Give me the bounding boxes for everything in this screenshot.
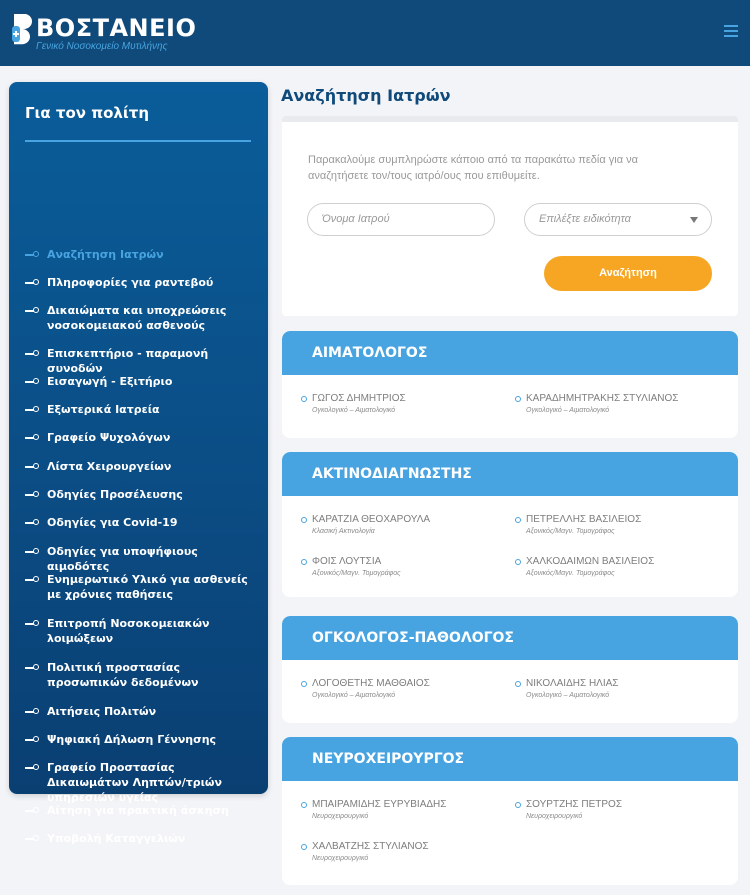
arrow-bullet-icon	[25, 494, 34, 496]
doctor-name[interactable]: ΠΕΤΡΕΛΛΗΣ ΒΑΣΙΛΕΙΟΣ	[526, 514, 642, 525]
sidebar-item[interactable]	[25, 831, 260, 846]
bullet-circle-icon	[515, 396, 521, 402]
doctor-name[interactable]: ΦΟΙΣ ΛΟΥΤΣΙΑ	[312, 556, 382, 567]
bullet-circle-icon	[301, 396, 307, 402]
doctor-entry[interactable]	[515, 799, 715, 823]
sidebar-item-label: Πολιτική προστασίας προσωπικών δεδομένων	[47, 661, 199, 689]
page-title: Αναζήτηση Ιατρών	[281, 86, 451, 105]
sidebar-item[interactable]	[25, 459, 260, 474]
sidebar-item-label: Πληροφορίες για ραντεβού	[47, 276, 214, 289]
sidebar-item-label: Υποβολή Καταγγελιών	[47, 832, 186, 845]
arrow-bullet-icon	[25, 711, 34, 713]
arrow-bullet-icon	[25, 838, 34, 840]
arrow-bullet-icon	[25, 466, 34, 468]
arrow-bullet-icon	[25, 551, 34, 553]
sidebar-item-label: Δικαιώματα και υποχρεώσεις νοσοκομειακού ασθενούς	[47, 304, 227, 332]
hospital-logo-icon[interactable]	[8, 14, 36, 48]
doctor-name-placeholder: Όνομα Ιατρού	[322, 213, 390, 225]
sidebar-item[interactable]	[25, 732, 260, 747]
brand-subtitle: Γενικό Νοσοκομείο Μυτιλήνης	[36, 41, 168, 52]
sidebar-item-label: Ενημερωτικό Υλικό για ασθενείς με χρόνιες παθήσεις	[47, 573, 248, 601]
specialty-title: ΑΙΜΑΤΟΛΟΓΟΣ	[282, 331, 738, 375]
sidebar-item[interactable]	[25, 247, 260, 262]
doctor-entry[interactable]	[301, 556, 501, 580]
doctor-name[interactable]: ΝΙΚΟΛΑΙΔΗΣ ΗΛΙΑΣ	[526, 678, 619, 689]
arrow-bullet-icon	[25, 310, 34, 312]
specialty-card	[282, 331, 738, 438]
brand-title[interactable]: ΒΟΣΤΑΝΕΙΟ	[36, 14, 197, 42]
doctor-unit: Αξονικός/Μαγν. Τομογράφος	[526, 528, 615, 535]
search-panel	[282, 116, 738, 316]
doctor-entry[interactable]	[301, 393, 501, 417]
doctor-entry[interactable]	[515, 393, 715, 417]
sidebar-item-label: Εξωτερικά Ιατρεία	[47, 403, 160, 416]
sidebar-item[interactable]	[25, 275, 260, 290]
arrow-bullet-icon	[25, 739, 34, 741]
doctor-entry[interactable]	[301, 678, 501, 702]
top-header	[0, 0, 750, 66]
doctor-entry[interactable]	[301, 841, 501, 865]
doctor-name[interactable]: ΜΠΑΙΡΑΜΙΔΗΣ ΕΥΡΥΒΙΑΔΗΣ	[312, 799, 447, 810]
sidebar-item[interactable]	[25, 544, 260, 574]
sidebar-item-label: Γραφείο Ψυχολόγων	[47, 431, 171, 444]
search-button[interactable]: Αναζήτηση	[544, 256, 712, 291]
specialty-title: ΑΚΤΙΝΟΔΙΑΓΝΩΣΤΗΣ	[282, 452, 738, 496]
bullet-circle-icon	[301, 681, 307, 687]
bullet-circle-icon	[515, 559, 521, 565]
sidebar-item[interactable]	[25, 660, 260, 690]
doctor-entry[interactable]	[301, 799, 501, 823]
arrow-bullet-icon	[25, 522, 34, 524]
bullet-circle-icon	[301, 517, 307, 523]
sidebar-item-label: Γραφείο Προστασίας Δικαιωμάτων Ληπτών/τριών υπηρεσιών υγείας	[47, 761, 222, 804]
hamburger-menu-icon[interactable]	[724, 25, 738, 37]
sidebar-item[interactable]	[25, 803, 260, 818]
doctor-unit: Νευροχειρουργικό	[526, 813, 583, 820]
doctor-unit: Ογκολογικό – Αιματολογικό	[526, 407, 610, 414]
doctor-entry[interactable]	[515, 556, 715, 580]
sidebar-item-label: Επισκεπτήριο - παραμονή συνοδών	[47, 347, 209, 375]
arrow-bullet-icon	[25, 767, 34, 769]
doctor-name[interactable]: ΧΑΛΒΑΤΖΗΣ ΣΤΥΛΙΑΝΟΣ	[312, 841, 429, 852]
sidebar-item-label: Εισαγωγή - Εξιτήριο	[47, 375, 173, 388]
arrow-bullet-icon	[25, 282, 34, 284]
doctor-entry[interactable]	[515, 514, 715, 538]
doctor-name[interactable]: ΧΑΛΚΟΔΑΙΜΩΝ ΒΑΣΙΛΕΙΟΣ	[526, 556, 655, 567]
specialty-title: ΝΕΥΡΟΧΕΙΡΟΥΡΓΟΣ	[282, 737, 738, 781]
arrow-bullet-icon	[25, 810, 34, 812]
bullet-circle-icon	[301, 559, 307, 565]
doctor-name[interactable]: ΛΟΓΟΘΕΤΗΣ ΜΑΘΘΑΙΟΣ	[312, 678, 430, 689]
bullet-circle-icon	[515, 802, 521, 808]
bullet-circle-icon	[301, 802, 307, 808]
doctor-unit: Ογκολογικό – Αιματολογικό	[312, 692, 396, 699]
sidebar-item-label: Ψηφιακή Δήλωση Γέννησης	[47, 733, 217, 746]
doctor-name[interactable]: ΚΑΡΑΔΗΜΗΤΡΑΚΗΣ ΣΤΥΛΙΑΝΟΣ	[526, 393, 679, 404]
specialty-card	[282, 616, 738, 723]
specialty-card	[282, 737, 738, 885]
specialty-card	[282, 452, 738, 597]
bullet-circle-icon	[515, 517, 521, 523]
sidebar-item[interactable]	[25, 515, 260, 530]
arrow-bullet-icon	[25, 353, 34, 355]
sidebar-title: Για τον πολίτη	[25, 104, 150, 122]
sidebar-item-label: Αιτήσεις Πολιτών	[47, 705, 157, 718]
arrow-bullet-icon	[25, 667, 34, 669]
sidebar-item-label: Λίστα Χειρουργείων	[47, 460, 172, 473]
doctor-name[interactable]: ΚΑΡΑΤΖΙΑ ΘΕΟΧΑΡΟΥΛΑ	[312, 514, 431, 525]
doctor-entry[interactable]	[515, 678, 715, 702]
doctor-unit: Αξονικός/Μαγν. Τομογράφος	[312, 570, 401, 577]
sidebar-item[interactable]	[25, 430, 260, 445]
bullet-circle-icon	[515, 681, 521, 687]
doctor-entry[interactable]	[301, 514, 501, 538]
bullet-circle-icon	[301, 844, 307, 850]
doctor-unit: Νευροχειρουργικό	[312, 813, 369, 820]
sidebar-item[interactable]	[25, 487, 260, 502]
sidebar-item-label: Αίτηση για πρακτική άσκηση	[47, 804, 229, 817]
sidebar-item[interactable]	[25, 346, 260, 376]
sidebar-item-label: Οδηγίες για Covid-19	[47, 516, 178, 529]
sidebar-item-label: Οδηγίες Προσέλευσης	[47, 488, 183, 501]
sidebar-item-label: Αναζήτηση Ιατρών	[47, 248, 164, 261]
arrow-bullet-icon	[25, 623, 34, 625]
specialty-select[interactable]	[524, 203, 712, 236]
arrow-bullet-icon	[25, 409, 34, 411]
search-hint: Παρακαλούμε συμπληρώστε κάποιο από τα παρακάτω πεδία για να αναζητήσετε τον/τους ιατρό/ους που επιθυμείτε.	[308, 154, 638, 182]
sidebar-item[interactable]	[25, 704, 260, 719]
doctor-unit: Ογκολογικό – Αιματολογικό	[312, 407, 396, 414]
doctor-name[interactable]: ΓΩΓΟΣ ΔΗΜΗΤΡΙΟΣ	[312, 393, 406, 404]
arrow-bullet-icon	[25, 579, 34, 581]
doctor-name[interactable]: ΣΟΥΡΤΖΗΣ ΠΕΤΡΟΣ	[526, 799, 623, 810]
sidebar	[9, 82, 268, 845]
sidebar-item[interactable]	[25, 402, 260, 417]
arrow-bullet-icon	[25, 254, 34, 256]
doctor-unit: Αξονικός/Μαγν. Τομογράφος	[526, 570, 615, 577]
specialty-select-placeholder: Επιλέξτε ειδικότητα	[539, 213, 631, 225]
doctor-unit: Κλασική Ακτινολογία	[312, 528, 375, 535]
doctor-unit: Νευροχειρουργικό	[312, 855, 369, 862]
sidebar-item[interactable]	[25, 616, 260, 646]
arrow-bullet-icon	[25, 381, 34, 383]
sidebar-item-label: Επιτροπή Νοσοκομειακών λοιμώξεων	[47, 617, 210, 645]
sidebar-item[interactable]	[25, 303, 260, 333]
sidebar-item[interactable]	[25, 760, 260, 805]
sidebar-item[interactable]	[25, 374, 260, 389]
doctor-name-input[interactable]	[307, 203, 495, 236]
doctor-unit: Ογκολογικό – Αιματολογικό	[526, 692, 610, 699]
arrow-bullet-icon	[25, 437, 34, 439]
chevron-down-icon	[690, 217, 698, 223]
sidebar-item[interactable]	[25, 572, 260, 602]
sidebar-divider	[25, 140, 251, 142]
specialty-title: ΟΓΚΟΛΟΓΟΣ-ΠΑΘΟΛΟΓΟΣ	[282, 616, 738, 660]
sidebar-item-label: Οδηγίες για υποψήφιους αιμοδότες	[47, 545, 198, 573]
